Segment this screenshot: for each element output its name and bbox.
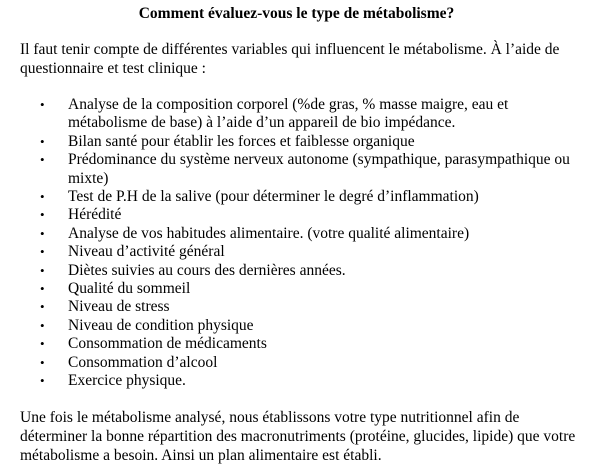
list-item xyxy=(0,298,593,316)
bullet-icon: • xyxy=(40,244,45,260)
bullet-icon: • xyxy=(40,336,45,352)
list-item xyxy=(0,262,593,280)
list-item xyxy=(0,225,593,243)
list-item xyxy=(0,188,593,206)
list-item-text: Diètes suivies au cours des dernières années. xyxy=(68,261,346,279)
intro-paragraph: Il faut tenir compte de différentes variables qui influencent le métabolisme. À l’aide de questionnaire et test clinique : xyxy=(20,41,560,77)
criteria-list xyxy=(0,96,593,391)
list-item-text: Test de P.H de la salive (pour déterminer le degré d’inflammation) xyxy=(68,188,479,206)
bullet-icon: • xyxy=(40,373,45,389)
bullet-icon: • xyxy=(40,281,45,297)
bullet-icon: • xyxy=(40,133,45,149)
bullet-icon: • xyxy=(40,225,45,241)
bullet-icon: • xyxy=(40,207,45,223)
document-title: Comment évaluez-vous le type de métabolisme? xyxy=(138,5,455,22)
list-item-text: Niveau d’activité général xyxy=(68,243,225,261)
bullet-icon: • xyxy=(40,299,45,315)
list-item xyxy=(0,372,593,390)
list-item xyxy=(0,317,593,335)
bullet-icon: • xyxy=(40,317,45,333)
list-item xyxy=(0,206,593,224)
outro-paragraph: Une fois le métabolisme analysé, nous établissons votre type nutritionnel afin de déterminer la bonne répartition des macronutriments (protéine, glucides, lipide) que votre métabolisme a besoin. Ainsi un plan alimentaire est établi. xyxy=(20,409,576,464)
list-item xyxy=(0,151,593,188)
list-item-text: Analyse de la composition corporel (%de gras, % masse maigre, eau et métabolisme de base) à l’aide d’un appareil de bio impédance. xyxy=(68,96,509,132)
list-item xyxy=(0,280,593,298)
bullet-icon: • xyxy=(40,354,45,370)
list-item-text: Consommation d’alcool xyxy=(68,353,218,371)
list-item xyxy=(0,96,593,133)
list-item-text: Bilan santé pour établir les forces et faiblesse organique xyxy=(68,132,415,150)
list-item xyxy=(0,335,593,353)
list-item-text: Hérédité xyxy=(68,206,122,224)
bullet-icon: • xyxy=(40,189,45,205)
bullet-icon: • xyxy=(40,97,45,112)
list-item xyxy=(0,243,593,261)
list-item-text: Analyse de vos habitudes alimentaire. (votre qualité alimentaire) xyxy=(68,224,470,242)
list-item-text: Niveau de stress xyxy=(68,298,170,316)
bullet-icon: • xyxy=(40,152,45,168)
list-item xyxy=(0,133,593,151)
bullet-icon: • xyxy=(40,262,45,278)
list-item xyxy=(0,354,593,372)
list-item-text: Exercice physique. xyxy=(68,372,186,390)
list-item-text: Prédominance du système nerveux autonome (sympathique, parasympathique ou mixte) xyxy=(68,151,570,187)
list-item-text: Consommation de médicaments xyxy=(68,335,267,353)
list-item-text: Niveau de condition physique xyxy=(68,316,254,334)
list-item-text: Qualité du sommeil xyxy=(68,280,191,298)
